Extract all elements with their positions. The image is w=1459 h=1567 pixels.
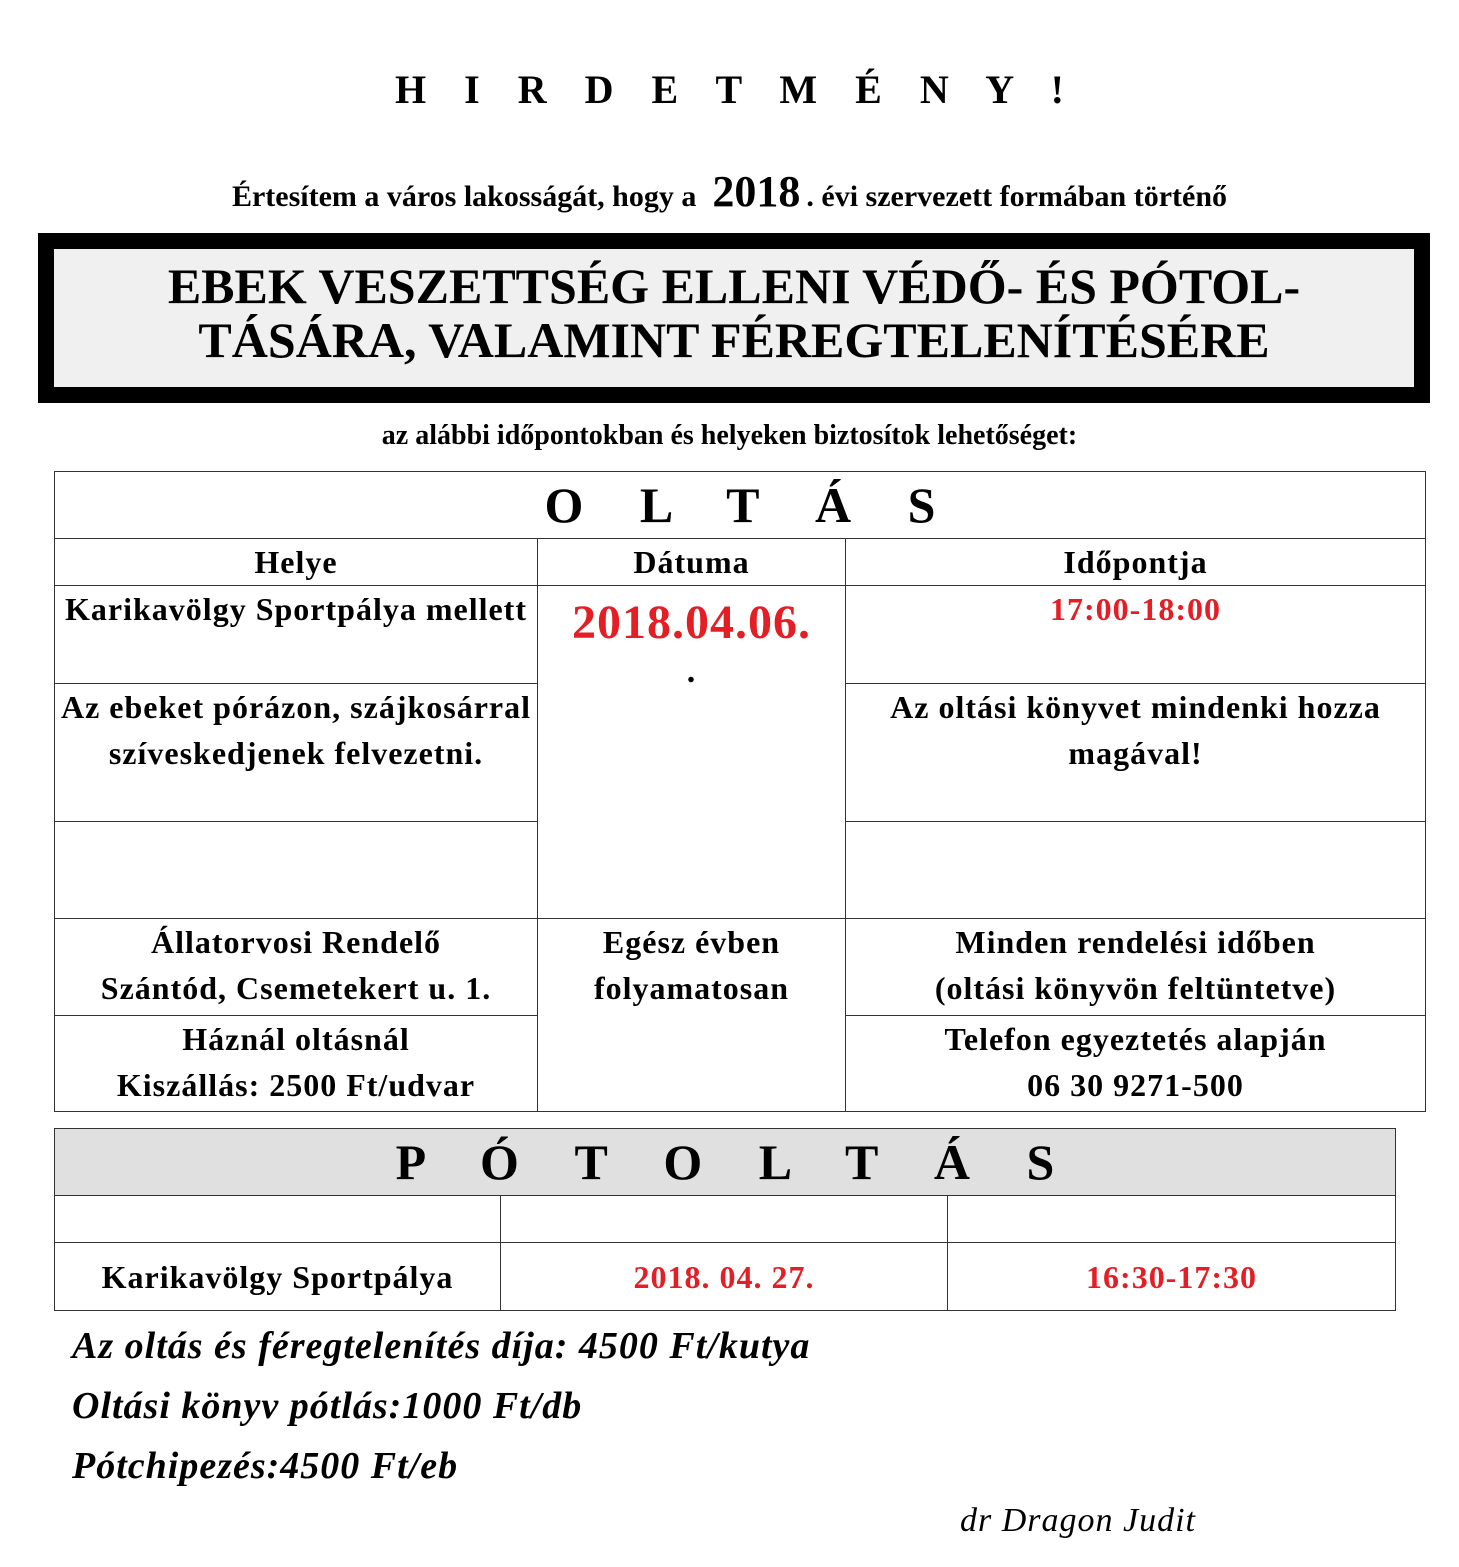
revacc-date: 2018. 04. 27. <box>501 1243 948 1311</box>
phone-number: 06 30 9271-500 <box>1027 1067 1244 1103</box>
vaccination-heading: O L T Á S <box>55 472 1426 539</box>
revaccination-heading: P Ó T O L T Á S <box>55 1129 1396 1196</box>
intro-after: . évi szervezett formában történő <box>806 180 1228 213</box>
home-visit-fee: Kiszállás: 2500 Ft/udvar <box>116 1067 476 1103</box>
intro-line <box>0 166 1459 217</box>
fee-line-2: Oltási könyv pótlás:1000 Ft/db <box>72 1385 583 1427</box>
intro-year: 2018 <box>712 167 801 216</box>
revacc-empty-3 <box>948 1196 1396 1243</box>
row4-place <box>55 919 538 1016</box>
row1-place: Karikavölgy Sportpálya mellett <box>55 586 538 684</box>
header-date: Dátuma <box>538 539 846 586</box>
vaccination-date: 2018.04.06. <box>572 596 811 649</box>
clinic-date-l2: folyamatosan <box>593 970 790 1006</box>
headline-line-2: TÁSÁRA, VALAMINT FÉREGTELENÍTÉSÉRE <box>198 312 1270 368</box>
fee-line-1: Az oltás és féregtelenítés díja: 4500 Ft/kutya <box>72 1325 811 1367</box>
row5-time <box>846 1016 1426 1112</box>
row3-empty-time <box>846 822 1426 919</box>
headline-banner-inner <box>54 249 1414 387</box>
row2-note: Az oltási könyvet mindenki hozza magával! <box>846 684 1426 822</box>
vaccination-table <box>54 471 1426 1112</box>
clinic-address: Szántód, Csemetekert u. 1. <box>100 970 492 1006</box>
row3-empty-place <box>55 822 538 919</box>
intro-before: Értesítem a város lakosságát, hogy a <box>231 180 697 213</box>
clinic-date-l1: Egész évben <box>602 924 781 960</box>
revacc-time: 16:30-17:30 <box>948 1243 1396 1311</box>
revaccination-table <box>54 1128 1396 1311</box>
clinic-time-l1: Minden rendelési időben <box>955 924 1316 960</box>
home-visit-label: Háznál oltásnál <box>182 1021 410 1057</box>
vaccination-time: 17:00-18:00 <box>846 586 1426 684</box>
headline-line-1: EBEK VESZETTSÉG ELLENI VÉDŐ- ÉS PÓTOL- <box>167 258 1301 314</box>
subintro-line: az alábbi időpontokban és helyeken biztosítok lehetőséget: <box>381 420 1078 451</box>
phone-note: Telefon egyeztetés alapján <box>944 1021 1327 1057</box>
revacc-empty-1 <box>55 1196 501 1243</box>
row2-instructions: Az ebeket pórázon, szájkosárral szíveskedjenek felvezetni. <box>55 684 538 822</box>
clinic-name: Állatorvosi Rendelő <box>150 924 442 960</box>
clinic-time-l2: (oltási könyvön feltüntetve) <box>934 970 1337 1006</box>
signature: dr Dragon Judit <box>960 1502 1196 1539</box>
fee-line-3: Pótchipezés:4500 Ft/eb <box>72 1445 459 1487</box>
row4-date <box>538 919 846 1112</box>
date-mark: . <box>686 653 697 690</box>
row4-time <box>846 919 1426 1016</box>
header-place: Helye <box>55 539 538 586</box>
row1-date-cell <box>538 586 846 919</box>
revacc-place: Karikavölgy Sportpálya <box>55 1243 501 1311</box>
headline-banner <box>38 233 1430 403</box>
notice-title: H I R D E T M É N Y ! <box>395 67 1078 112</box>
row5-place <box>55 1016 538 1112</box>
revacc-empty-2 <box>501 1196 948 1243</box>
header-time: Időpontja <box>846 539 1426 586</box>
